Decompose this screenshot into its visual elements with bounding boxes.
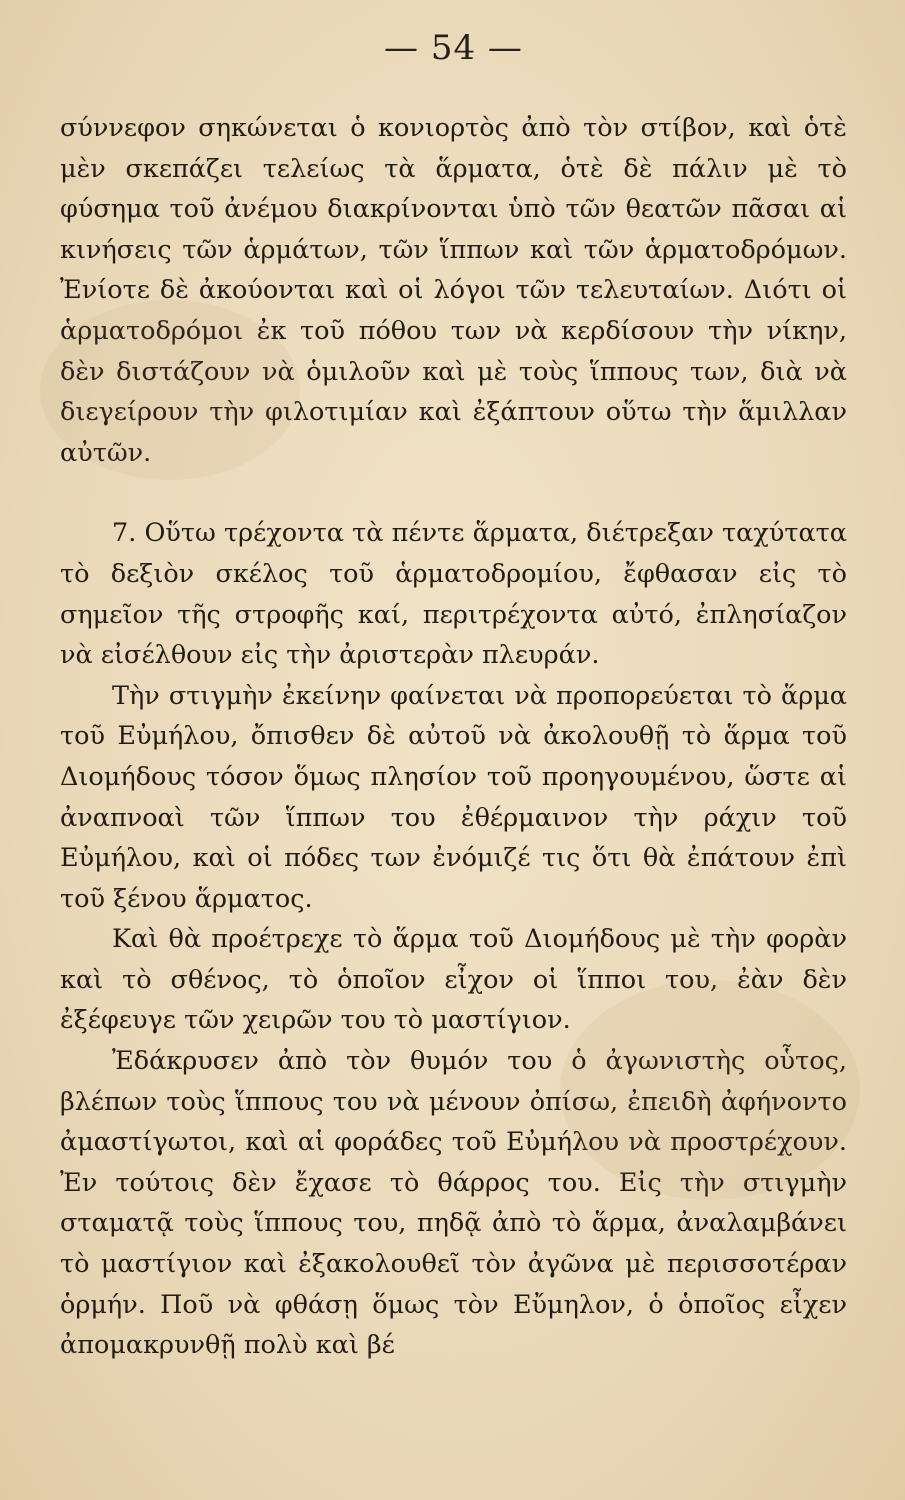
paragraph-gap (60, 473, 847, 513)
paragraph-continuation: σύννεφον σηκώνεται ὁ κονιορτὸς ἀπὸ τὸν στίβον, καὶ ὁτὲ μὲν σκεπάζει τελείως τὰ ἅρματα, ὁτὲ δὲ πάλιν μὲ τὸ φύσημα τοῦ ἀνέμου διακρίνονται ὑπὸ τῶν θεατῶν πᾶσαι αἱ κινήσεις τῶν ἁρμάτων, τῶν ἵππων καὶ τῶν ἁρματοδρόμων. Ἐνίοτε δὲ ἀκούονται καὶ οἱ λόγοι τῶν τελευταίων. Διότι οἱ ἁρματοδρόμοι ἐκ τοῦ πόθου των νὰ κερδίσουν τὴν νίκην, δὲν διστάζουν νὰ ὁμιλοῦν καὶ μὲ τοὺς ἵππους των, διὰ νὰ διεγείρουν τὴν φιλοτιμίαν καὶ ἐξάπτουν οὕτω τὴν ἅμιλλαν αὐτῶν. (60, 113, 847, 468)
paragraph-diomedes-tears: Ἐδάκρυσεν ἀπὸ τὸν θυμόν του ὁ ἀγωνιστὴς οὗτος, βλέπων τοὺς ἵππους του νὰ μένουν ὀπίσω, ἐπειδὴ ἀφήνοντο ἀμαστίγωτοι, καὶ αἱ φοράδες τοῦ Εὐμήλου νὰ προστρέχουν. Ἐν τούτοις δὲν ἔχασε τὸ θάρρος του. Εἰς τὴν στιγμὴν σταματᾷ τοὺς ἵππους του, πηδᾷ ἀπὸ τὸ ἅρμα, ἀναλαμβάνει τὸ μαστίγιον καὶ ἐξακολουθεῖ τὸν ἀγῶνα μὲ περισσοτέραν ὁρμήν. Ποῦ νὰ φθάσῃ ὅμως τὸν Εὔμηλον, ὁ ὁποῖος εἶχεν ἀπομακρυνθῇ πολὺ καὶ βέ (60, 1046, 847, 1361)
page-number: — 54 — (384, 28, 523, 68)
paragraph-eumelos-lead: Τὴν στιγμὴν ἐκείνην φαίνεται νὰ προπορεύεται τὸ ἅρμα τοῦ Εὐμήλου, ὄπισθεν δὲ αὐτοῦ νὰ ἀκολουθῇ τὸ ἅρμα τοῦ Διομήδους τόσον ὅμως πλησίον τοῦ προηγουμένου, ὥστε αἱ ἀναπνοαὶ τῶν ἵππων του ἐθέρμαινον τὴν ράχιν τοῦ Εὐμήλου, καὶ οἱ πόδες των ἐνόμιζέ τις ὅτι θὰ ἐπάτουν ἐπὶ τοῦ ξένου ἅρματος. (60, 680, 847, 914)
paragraph-diomedes-whip: Καὶ θὰ προέτρεχε τὸ ἅρμα τοῦ Διομήδους μὲ τὴν φορὰν καὶ τὸ σθένος, τὸ ὁποῖον εἶχον οἱ ἵπποι του, ἐὰν δὲν ἐξέφευγε τῶν χειρῶν του τὸ μαστίγιον. (60, 924, 847, 1036)
paragraph-section-7: 7. Οὕτω τρέχοντα τὰ πέντε ἅρματα, διέτρεξαν ταχύτατα τὸ δεξιὸν σκέλος τοῦ ἁρματοδρομίου, ἔφθασαν εἰς τὸ σημεῖον τῆς στροφῆς καί, περιτρέχοντα αὐτό, ἐπλησίαζον νὰ εἰσέλθουν εἰς τὴν ἀριστερὰν πλευράν. (60, 518, 847, 671)
